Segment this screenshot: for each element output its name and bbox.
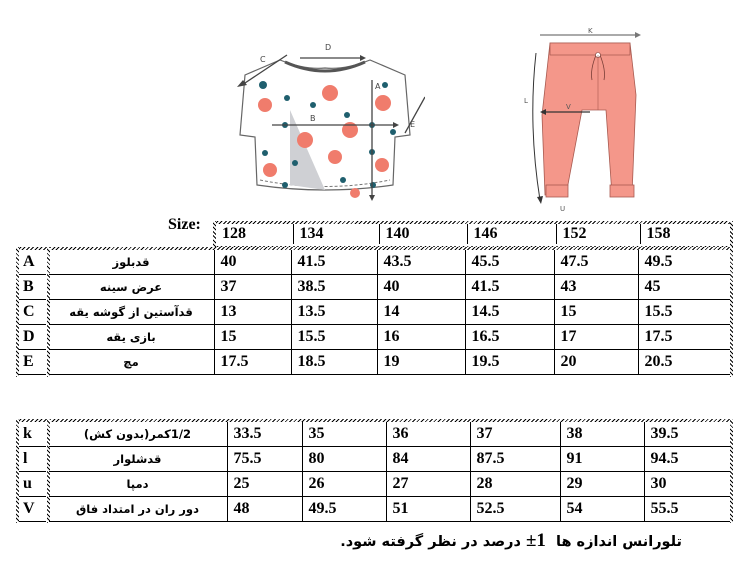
row-code: k [19,422,47,447]
table-row [19,447,730,472]
row-code: A [19,250,47,275]
size-header-table [216,224,730,244]
value-cell: 45.5 [465,250,554,275]
value-cell: 47.5 [554,250,638,275]
shirt-illustration-icon [225,35,425,205]
value-cell: 25 [227,472,302,497]
value-cell: 20 [554,350,638,375]
value-cell: 36 [386,422,470,447]
shirt-label-c: C [260,55,266,64]
shirt-label-b: B [310,114,316,123]
value-cell: 37 [214,275,291,300]
value-cell: 18.5 [291,350,377,375]
value-cell: 15.5 [638,300,730,325]
row-label: 1/2کمر(بدون کش) [47,422,227,447]
value-cell: 27 [386,472,470,497]
value-cell: 43 [554,275,638,300]
value-cell: 48 [227,497,302,522]
bottom-measurement-table [19,422,730,522]
value-cell: 45 [638,275,730,300]
row-code: D [19,325,47,350]
table-row [19,300,730,325]
size-header-cell: 128 [216,224,293,244]
value-cell: 16 [377,325,465,350]
shirt-label-a: A [375,82,381,91]
value-cell: 37 [470,422,560,447]
value-cell: 15 [214,325,291,350]
value-cell: 84 [386,447,470,472]
shirt-diagram [225,35,425,205]
table-row [19,472,730,497]
value-cell: 15.5 [291,325,377,350]
size-header-row [216,224,730,244]
value-cell: 19.5 [465,350,554,375]
pants-illustration-icon [520,25,650,215]
value-cell: 75.5 [227,447,302,472]
value-cell: 55.5 [644,497,730,522]
pants-label-v: V [566,103,571,111]
row-code: V [19,497,47,522]
value-cell: 43.5 [377,250,465,275]
value-cell: 15 [554,300,638,325]
row-label: قدآستین از گوشه یقه [47,300,214,325]
value-cell: 38 [560,422,644,447]
pants-label-u: U [560,205,566,213]
row-code: C [19,300,47,325]
row-label: دور ران در امتداد فاق [47,497,227,522]
row-label: قدبلوز [47,250,214,275]
value-cell: 49.5 [302,497,386,522]
value-cell: 38.5 [291,275,377,300]
value-cell: 14 [377,300,465,325]
row-label: دمپا [47,472,227,497]
row-code: u [19,472,47,497]
table-row [19,422,730,447]
value-cell: 13.5 [291,300,377,325]
size-header-cell: 152 [556,224,640,244]
pants-diagram [520,25,650,215]
pants-label-k: K [588,27,593,35]
value-cell: 41.5 [291,250,377,275]
row-code: l [19,447,47,472]
value-cell: 19 [377,350,465,375]
value-cell: 29 [560,472,644,497]
value-cell: 13 [214,300,291,325]
row-label: بازی یقه [47,325,214,350]
value-cell: 41.5 [465,275,554,300]
value-cell: 80 [302,447,386,472]
value-cell: 94.5 [644,447,730,472]
table-row [19,350,730,375]
row-label: مچ [47,350,214,375]
value-cell: 39.5 [644,422,730,447]
table-row [19,325,730,350]
value-cell: 52.5 [470,497,560,522]
value-cell: 33.5 [227,422,302,447]
table-row [19,250,730,275]
value-cell: 40 [377,275,465,300]
row-code: B [19,275,47,300]
tolerance-note-after: درصد در نظر گرفته شود. [340,534,521,550]
tolerance-value: 1± [525,530,546,551]
value-cell: 91 [560,447,644,472]
header-frame-right [730,221,733,249]
row-label: قدشلوار [47,447,227,472]
value-cell: 16.5 [465,325,554,350]
top-table-frame-right [730,247,733,377]
bottom-table-frame-right [730,419,733,523]
table-row [19,497,730,522]
value-cell: 28 [470,472,560,497]
table-row [19,275,730,300]
size-label: Size: [168,216,201,233]
shirt-label-d: D [325,43,332,52]
value-cell: 87.5 [470,447,560,472]
shirt-label-e: E [410,120,416,129]
pants-label-l: L [524,97,528,105]
value-cell: 17 [554,325,638,350]
value-cell: 20.5 [638,350,730,375]
size-header-cell: 134 [293,224,379,244]
value-cell: 14.5 [465,300,554,325]
value-cell: 30 [644,472,730,497]
value-cell: 17.5 [214,350,291,375]
value-cell: 40 [214,250,291,275]
size-header-cell: 146 [467,224,556,244]
top-measurement-table [19,250,730,375]
value-cell: 54 [560,497,644,522]
value-cell: 17.5 [638,325,730,350]
row-code: E [19,350,47,375]
value-cell: 26 [302,472,386,497]
tolerance-note [320,530,682,552]
value-cell: 35 [302,422,386,447]
size-header-cell: 140 [379,224,467,244]
row-label: عرض سینه [47,275,214,300]
value-cell: 49.5 [638,250,730,275]
size-header-cell: 158 [640,224,730,244]
tolerance-note-before: تلورانس اندازه ها [556,534,682,550]
value-cell: 51 [386,497,470,522]
